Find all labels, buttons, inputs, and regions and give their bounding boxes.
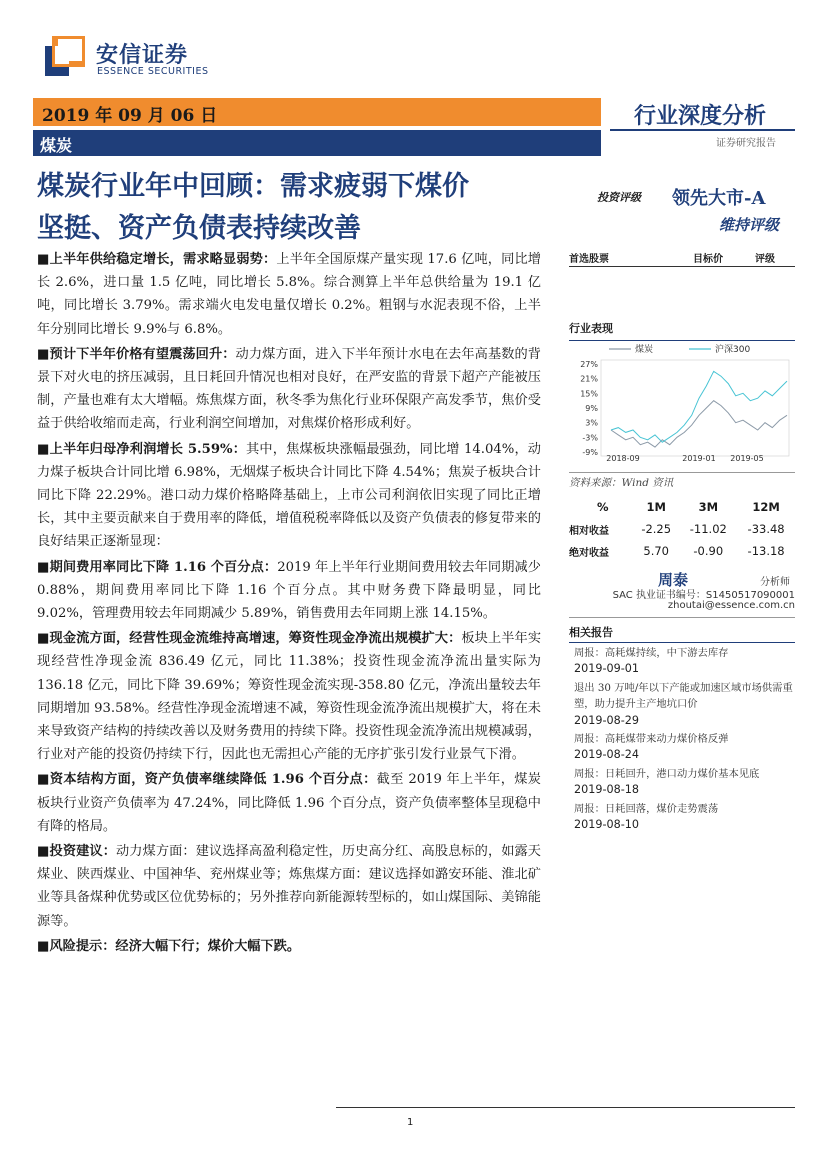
- report-type-rule: [610, 129, 795, 131]
- picks-col-stock: 首选股票: [569, 254, 609, 265]
- related-report-title[interactable]: 周报：日耗回落，煤价走势震荡: [574, 802, 719, 815]
- paragraph-heading: ■投资建议：: [37, 844, 116, 860]
- paragraph-heading: ■风险提示：: [37, 938, 116, 954]
- table-cell: -2.25: [641, 522, 672, 536]
- table-header-cell: %: [597, 500, 609, 514]
- title-line-2: 坚挺、资产负债表持续改善: [37, 213, 361, 244]
- paragraph-supply: [37, 248, 541, 341]
- related-report-date: 2019-08-29: [574, 713, 640, 727]
- related-report-item[interactable]: [574, 766, 796, 799]
- table-row: [569, 540, 795, 562]
- industry-performance-chart: [569, 340, 795, 470]
- related-report-date: 2019-08-18: [574, 783, 640, 797]
- table-cell: -11.02: [689, 522, 727, 536]
- title-line-1: 煤炭行业年中回顾：需求疲弱下煤价: [37, 171, 469, 202]
- paragraph-text: 动力煤方面：建议选择高盈利稳定性，历史高分红、高股息标的，如露天煤业、陕西煤业、中国神华、兖州煤业等；炼焦煤方面：建议选择如潞安环能、淮北矿业等具备煤种优势或区位优势标的；另外推荐向新能源转型标的，如山煤国际、美锦能源等。: [37, 844, 541, 929]
- analyst-name: 周泰: [658, 571, 689, 589]
- paragraph-price-outlook: [37, 343, 541, 436]
- page-number: 1: [407, 1117, 414, 1128]
- paragraph-text: 2019 年上半年行业期间费用较去年同期减少 0.88%，期间费用率同比下降 1.16 个百分点。其中财务费下降最明显，同比 9.02%，管理费用较去年同期减少 5.89%，销售费用去年同期上涨 14.15%。: [37, 559, 541, 622]
- row-label: 相对收益: [569, 525, 609, 537]
- related-report-title[interactable]: 周报：日耗回升，港口动力煤价基本见底: [574, 767, 760, 780]
- paragraph-profit: [37, 438, 541, 554]
- table-header-cell: 1M: [646, 500, 666, 514]
- performance-heading: 行业表现: [569, 320, 795, 341]
- table-row: [569, 518, 795, 540]
- legend-label: 沪深300: [715, 345, 751, 355]
- related-report-item[interactable]: [574, 731, 796, 764]
- paragraph-text: 截至 2019 年上半年，煤炭板块行业资产负债率为 47.24%，同比降低 1.96 个百分点，资产负债率整体呈现稳中有降的格局。: [37, 772, 541, 834]
- industry-category: 煤炭: [40, 136, 73, 155]
- y-tick-label: 9%: [585, 404, 598, 413]
- table-cell: -0.90: [693, 544, 724, 558]
- paragraph-text: 动力煤方面，进入下半年预计水电在去年高基数的背景下对火电的挤压减弱，且日耗回升情况也相对良好，在严安监的背景下超产产能被压制，产量也难有太大增幅。炼焦煤方面，秋冬季为焦化行业环保限产高发季节，焦价受益于供给收缩而走高，行业利润空间增加，对焦煤价格形成利好。: [37, 346, 541, 432]
- report-date: 2019 年 09 月 06 日: [42, 106, 218, 126]
- related-report-title[interactable]: 退出 30 万吨/年以下产能或加速区域市场供需重塑，助力提升主产地坑口价: [574, 681, 793, 711]
- paragraph-capital-structure: [37, 768, 541, 838]
- table-header-row: [569, 496, 795, 518]
- related-report-title[interactable]: 周报：高耗煤持续，中下游去库存: [574, 647, 729, 659]
- row-label: 绝对收益: [569, 547, 609, 559]
- x-tick-label: 2019-05: [730, 454, 764, 463]
- y-tick-label: -3%: [582, 433, 598, 443]
- related-report-title[interactable]: 周报：高耗煤带来动力煤价格反弹: [574, 733, 729, 746]
- related-reports-heading: 相关报告: [569, 624, 795, 643]
- page-title: [37, 166, 557, 250]
- paragraph-investment-advice: [37, 840, 541, 933]
- footer-rule: [336, 1107, 795, 1108]
- related-report-item[interactable]: [574, 645, 796, 678]
- report-subtype: 证券研究报告: [716, 138, 776, 149]
- related-report-date: 2019-08-10: [574, 818, 640, 832]
- paragraph-heading: ■现金流方面，经营性现金流维持高增速，筹资性现金净流出规模扩大：: [37, 631, 462, 647]
- series-line: [611, 371, 787, 442]
- y-tick-label: 27%: [580, 360, 598, 369]
- paragraph-text: 经济大幅下行；煤价大幅下跌。: [115, 938, 301, 954]
- paragraph-cashflow: [37, 627, 541, 766]
- performance-table: [569, 496, 795, 562]
- paragraph-expense: [37, 556, 541, 626]
- analyst-sac-number: SAC 执业证书编号：S1450517090001: [612, 590, 795, 601]
- x-tick-label: 2018-09: [606, 454, 640, 463]
- logo-text: 安信证券: [96, 43, 189, 68]
- paragraph-text: 其中，焦煤板块涨幅最强劲，同比增 14.04%，动力煤子板块合计同比增 6.98%，无烟煤子板块合计同比下降 4.54%；焦炭子板块合计同比下降 22.29%。港口动力煤价格略降基础上，上市公司利润依旧实现了同比正增长，其中主要贡献来自于费用率的降低，增值税税率降低以及资产负债表的修复带来的良好结果正逐渐显现：: [37, 441, 541, 550]
- legend-label: 煤炭: [635, 345, 654, 355]
- rating-value: 领先大市-A: [672, 188, 766, 209]
- rating-label: 投资评级: [597, 191, 641, 204]
- y-tick-label: 3%: [585, 418, 598, 428]
- analyst-role: 分析师: [760, 577, 790, 588]
- paragraph-heading: ■上半年归母净利润增长 5.59%：: [37, 441, 247, 457]
- picks-col-rating: 评级: [755, 254, 775, 265]
- series-line: [611, 401, 787, 447]
- paragraph-heading: ■上半年供给稳定增长，需求略显弱势：: [37, 252, 277, 267]
- related-report-item[interactable]: [574, 801, 796, 834]
- top-picks-header: [569, 248, 795, 267]
- paragraph-risk: [37, 935, 541, 958]
- paragraph-heading: ■期间费用率同比下降 1.16 个百分点：: [37, 559, 278, 575]
- related-report-item[interactable]: [574, 680, 796, 729]
- table-cell: 5.70: [643, 544, 669, 558]
- related-report-date: 2019-08-24: [574, 748, 640, 762]
- picks-col-target: 目标价: [693, 254, 723, 265]
- chart-source: 资料来源：Wind 资讯: [569, 472, 795, 490]
- logo-english: ESSENCE SECURITIES: [97, 66, 209, 77]
- paragraph-text: 板块上半年实现经营性净现金流 836.49 亿元，同比 11.38%；投资性现金流净流出量实际为 136.18 亿元，同比下降 39.69%；筹资性现金流实现-358.80 亿元，净流出量较去年同期增加 93.58%。经营性净现金流增速不减，筹资性现金流净流出规模扩大，将在未来导致资产结构的持续改善以及财务费用的持续下降。投资性现金流净流出规模减弱，行业对产能的投资仍持续下行，因此也无需担心产能的无序扩张引发行业景气下滑。: [37, 631, 542, 763]
- table-cell: -33.48: [747, 522, 785, 536]
- x-tick-label: 2019-01: [682, 454, 716, 463]
- analyst-email[interactable]: zhoutai@essence.com.cn: [569, 600, 795, 618]
- y-tick-label: 21%: [580, 374, 598, 384]
- y-tick-label: 15%: [580, 389, 598, 399]
- paragraph-heading: ■预计下半年价格有望震荡回升：: [37, 346, 236, 362]
- table-header-cell: 3M: [698, 500, 719, 514]
- report-body: [37, 248, 541, 960]
- paragraph-text: 上半年全国原煤产量实现 17.6 亿吨，同比增长 2.6%，进口量 1.5 亿吨，同比增长 5.8%。综合测算上半年总供给量为 19.1 亿吨，同比增长 3.79%。需求端火电发电量仅增长 0.2%。粗钢与水泥表现不俗，上半年分别同比增长 9.9%与 6.8%。: [37, 252, 541, 337]
- y-tick-label: -9%: [582, 448, 598, 457]
- table-header-cell: 12M: [752, 500, 780, 514]
- rating-maintain: 维持评级: [719, 216, 780, 234]
- paragraph-heading: ■资本结构方面，资产负债率继续降低 1.96 个百分点：: [37, 772, 377, 788]
- related-report-date: 2019-09-01: [574, 662, 640, 676]
- related-reports-list: [574, 645, 796, 835]
- logo-icon: [45, 36, 85, 76]
- report-type: 行业深度分析: [634, 103, 767, 129]
- table-cell: -13.18: [747, 544, 785, 558]
- category-bar: [33, 130, 601, 156]
